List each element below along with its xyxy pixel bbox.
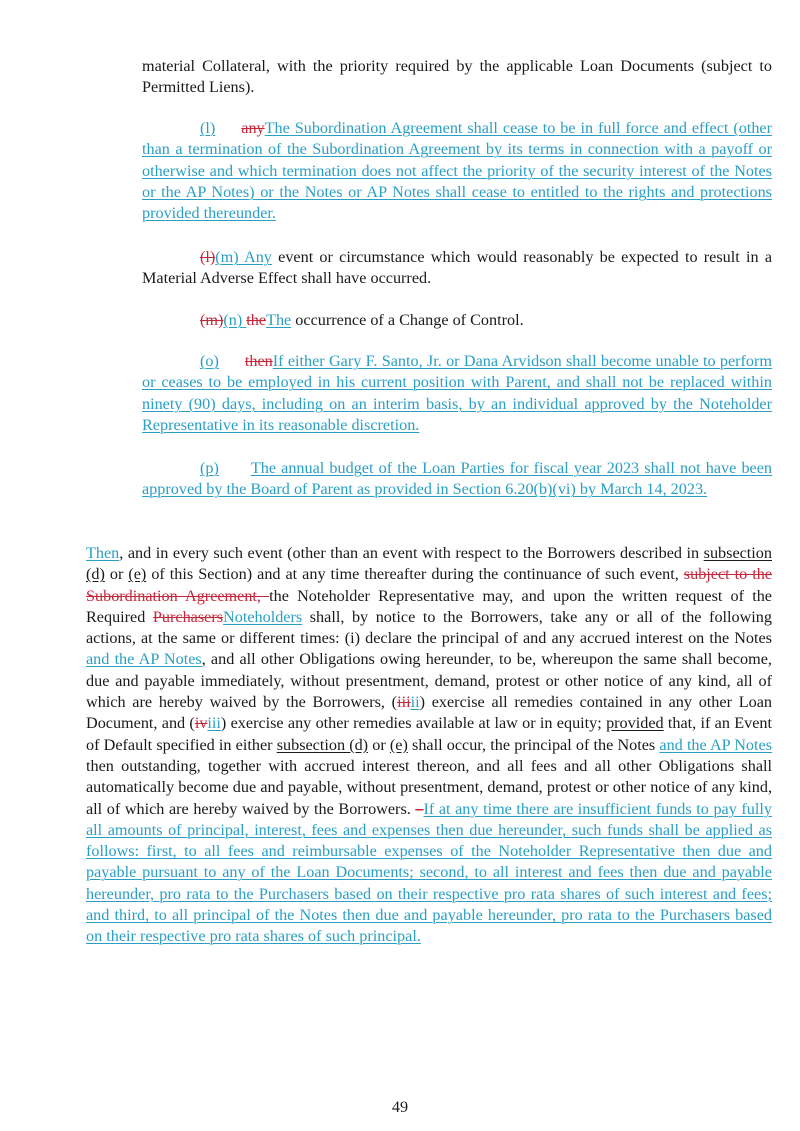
clause-o-number: (o) (200, 352, 219, 370)
text-run: that, if an Event of Default specified in either (86, 714, 773, 754)
subsection-reference: subsection (d) (86, 544, 772, 584)
text-run: shall occur, the principal of the Notes (407, 735, 660, 754)
clause-n-text: occurrence of a Change of Control. (291, 311, 524, 329)
clause-p-number: (p) (200, 459, 219, 477)
provided-term: provided (606, 714, 664, 733)
inserted-text: Then (86, 544, 120, 562)
text-run: ) exercise any other remedies available at law or in equity; (220, 714, 607, 733)
subsection-reference: (e) (389, 735, 408, 754)
inserted-text: The (266, 311, 292, 329)
clause-m-text: event or circumstance which would reasonably be expected to result in a Material Adverse Effect shall have occurred. (142, 248, 773, 288)
inserted-text: ii (410, 693, 420, 712)
inserted-text: and the AP Notes (86, 650, 202, 669)
paragraph-collateral-continuation (142, 56, 772, 99)
inserted-clause-number: (m) Any (215, 248, 272, 266)
clause-m (142, 247, 772, 290)
text-run: shall, by notice to the Borrowers, take any or all of the following actions, at the same or different times: (i) declare the principal of and any accrued interest on the Notes (86, 607, 772, 648)
clause-n (142, 310, 772, 331)
subsection-reference: (e) (128, 565, 147, 584)
inserted-text: The Subordination Agreement shall cease to be in full force and effect (other than a termination of the Subordination Agreement by its terms in connection with a payoff or otherwise and which termination does not affect the priority of the security interest of the Notes or the AP Notes) or the Notes or AP Notes shall cease to entitled to the rights and protections provided thereunder. (142, 119, 772, 223)
text-run: the Noteholder Representative may, and upon the written request of the Required (86, 586, 772, 626)
remedies-paragraph (86, 543, 772, 948)
deleted-text: then (244, 352, 273, 370)
text-run: , and all other Obligations owing hereunder, to be, whereupon the same shall become, due and payable immediately, without presentment, demand, protest or other notice of any kind, all of which are hereby waived by the Borrowers, ( (86, 650, 772, 712)
deleted-clause-number: (m) (200, 311, 224, 329)
clause-l (142, 118, 772, 224)
text-run: ) exercise all remedies contained in any other Loan Document, and ( (86, 693, 772, 733)
clause-p (142, 458, 772, 501)
inserted-text: The annual budget of the Loan Parties for fiscal year 2023 shall not have been approved by the Board of Parent as provided in Section 6.20(b)(vi) by March 14, 2023. (142, 459, 772, 499)
deleted-text: subject to the Subordination Agreement, (86, 565, 773, 605)
deleted-text: Purchasers (152, 607, 224, 626)
paragraph-text: material Collateral, with the priority required by the applicable Loan Documents (subject to Permitted Liens). (142, 57, 772, 97)
deleted-clause-number: (l) (200, 248, 216, 266)
inserted-text: If either Gary F. Santo, Jr. or Dana Arvidson shall become unable to perform or ceases to be employed in his current position with Parent, and shall not be replaced within ninety (90) days, including on an interim basis, by an individual approved by the Noteholder Representative in its reasonable discretion. (142, 352, 772, 434)
text-run: or (368, 735, 390, 754)
deleted-text: any (241, 119, 265, 137)
inserted-text: If at any time there are insufficient funds to pay fully all amounts of principal, interest, fees and expenses then due hereunder, such funds shall be applied as follows: first, to all fees and reimbursable expenses of the Noteholder Representative then due and payable pursuant to any of the Loan Documents; second, to all interest and fees then due and payable hereunder, pro rata to the Purchasers based on their respective pro rata shares of such interest and fees; and third, to all principal of the Notes then due and payable hereunder, pro rata to the Purchasers based on their respective pro rata shares of such principal. (86, 799, 772, 946)
deleted-text: the (246, 311, 267, 329)
clause-o (142, 351, 772, 436)
deleted-text: – (415, 799, 424, 818)
inserted-text: iii (207, 714, 221, 733)
text-run: then outstanding, together with accrued interest thereon, and all fees and all other Obligations shall automatically become due and payable, without presentment, demand, protest or other notice of any kind, all of which are hereby waived by the Borrowers. (86, 756, 772, 818)
text-run: , and in every such event (other than an event with respect to the Borrowers described in (119, 544, 704, 562)
page-number: 49 (391, 1098, 409, 1116)
deleted-text: iii (397, 693, 411, 712)
text-run: of this Section) and at any time thereafter during the continuance of such event, (146, 565, 684, 584)
inserted-text: Noteholders (223, 607, 303, 626)
clause-l-number: (l) (200, 119, 216, 137)
deleted-text: iv (194, 714, 208, 733)
text-run: or (104, 565, 129, 584)
inserted-clause-number: (n) (223, 311, 247, 329)
inserted-text: and the AP Notes (659, 735, 772, 754)
subsection-reference: subsection (d) (276, 735, 369, 754)
